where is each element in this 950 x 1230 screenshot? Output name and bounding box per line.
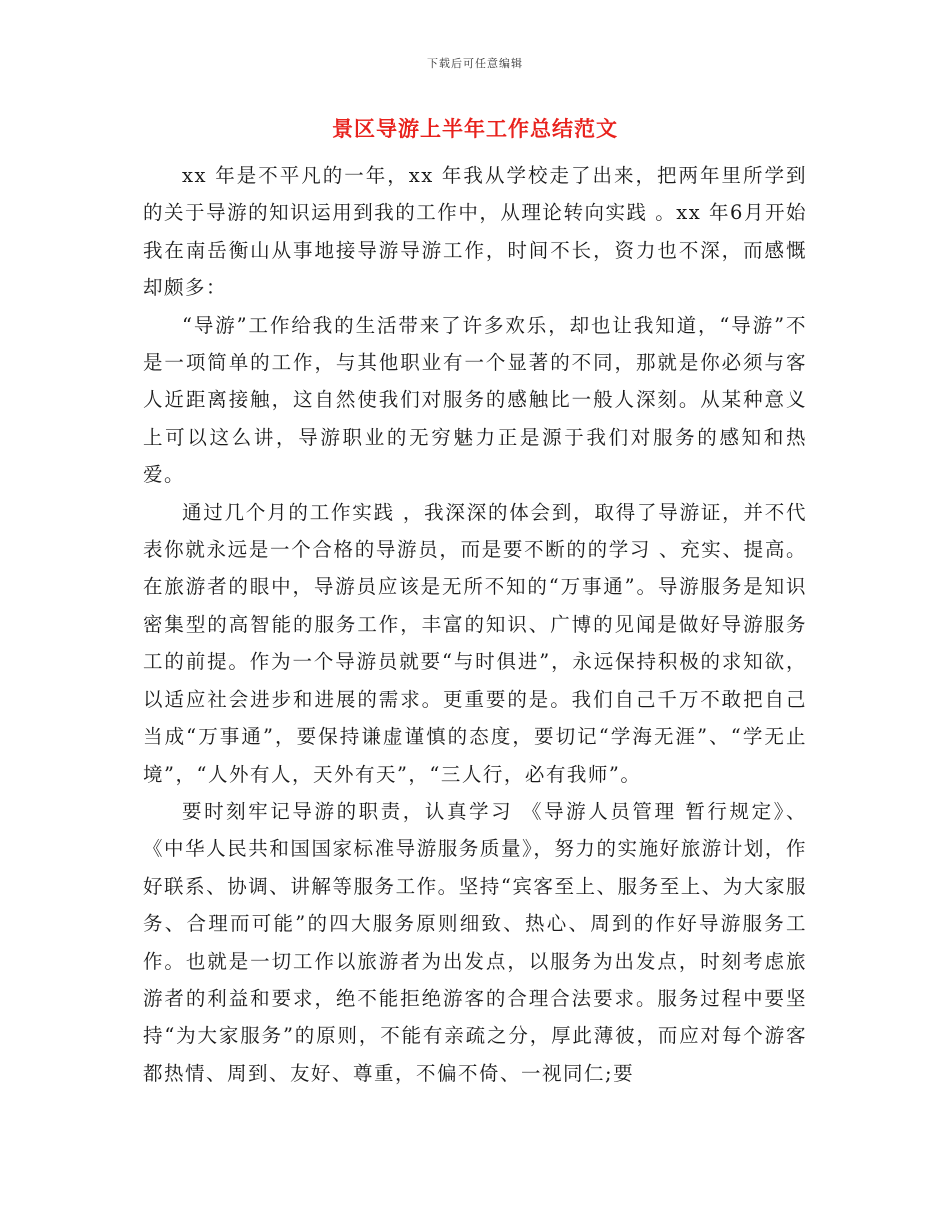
- header-note: 下载后可任意编辑: [427, 57, 523, 70]
- paragraph-3: 通过几个月的工作实践 ，我深深的体会到，取得了导游证，并不代表你就永远是一个合格的导游员，而是要不断的的学习 、充实、提高。在旅游者的眼中，导游员应该是无所不知的“万事通”。导游服务是知识密集型的高智能的服务工作，丰富的知识、广博的见闻是做好导游服务工的前提。作为一个导游员就要“与时俱进”，永远保持积极的求知欲，以适应社会进步和进展的需求。更重要的是。我们自己千万不敢把自己当成“万事通”，要保持谦虚谨慎的态度，要切记“学海无涯”、“学无止境”，“人外有人，天外有天”，“三人行，必有我师”。: [143, 500, 807, 786]
- paragraph-4: 要时刻牢记导游的职责，认真学习 《导游人员管理 暂行规定》、《中华人民共和国国家标准导游服务质量》，努力的实施好旅游计划，作好联系、协调、讲解等服务工作。坚持“宾客至上、服务至上、为大家服务、合理而可能”的四大服务原则细致、热心、周到的作好导游服务工作。也就是一切工作以旅游者为出发点，以服务为出发点，时刻考虑旅游者的利益和要求，绝不能拒绝游客的合理合法要求。服务过程中要坚持“为大家服务”的原则，不能有亲疏之分，厚此薄彼，而应对每个游客都热情、周到、友好、尊重，不偏不倚、一视同仁;要: [143, 799, 807, 1085]
- document-body: [143, 157, 807, 1092]
- paragraph-1: xx 年是不平凡的一年，xx 年我从学校走了出来，把两年里所学到的关于导游的知识运用到我的工作中，从理论转向实践 。xx 年6月开始我在南岳衡山从事地接导游导游工作，时间不长，资力也不深，而感慨却颇多：: [143, 164, 807, 300]
- paragraph-2: “导游”工作给我的生活带来了许多欢乐，却也让我知道，“导游”不是一项简单的工作，与其他职业有一个显著的不同，那就是你必须与客人近距离接触，这自然使我们对服务的感触比一般人深刻。从某种意义上可以这么讲，导游职业的无穷魅力正是源于我们对服务的感知和热爱。: [143, 313, 807, 487]
- document-title: 景区导游上半年工作总结范文: [332, 117, 618, 141]
